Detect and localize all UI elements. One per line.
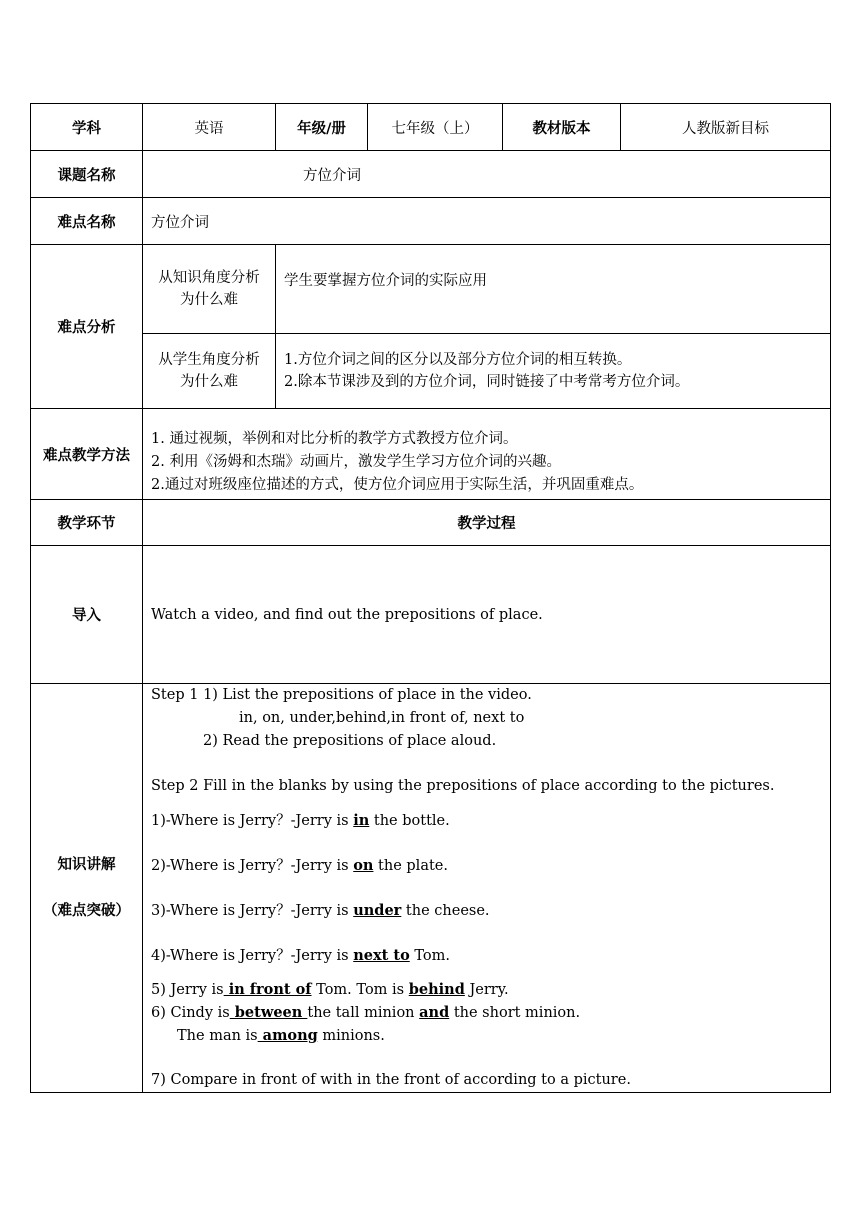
intro-row xyxy=(31,546,831,684)
intro-text: Watch a video, and find out the prepositions of place. xyxy=(143,546,831,684)
question-1-answer: in xyxy=(353,812,370,829)
process-label: 教学过程 xyxy=(143,500,831,546)
knowledge-angle-line-2: 为什么难 xyxy=(180,292,238,308)
question-2-text: 2)-Where is Jerry？-Jerry is xyxy=(151,858,354,874)
question-6-rest: the short minion. xyxy=(449,1005,581,1021)
knowledge-label: 知识讲解 xyxy=(57,857,116,873)
student-angle-line-2-text: 2.除本节课涉及到的方位介词，同时链接了中考常考方位介词。 xyxy=(284,374,690,390)
topic-row xyxy=(31,151,831,198)
question-3-rest: the cheese. xyxy=(401,903,490,919)
question-6-answer-2: and xyxy=(419,1004,450,1021)
student-angle-value xyxy=(276,334,831,409)
student-angle-line-2: 为什么难 xyxy=(180,374,238,390)
analysis-row-student xyxy=(31,334,831,409)
step1-line-1: Step 1 1) List the prepositions of place in the video. xyxy=(151,687,532,703)
question-4-rest: Tom. xyxy=(409,948,450,964)
method-row xyxy=(31,409,831,500)
question-5 xyxy=(151,978,830,1001)
spacer-2 xyxy=(151,1047,830,1069)
question-6 xyxy=(151,1001,830,1024)
knowledge-row xyxy=(31,684,831,1093)
question-4 xyxy=(151,933,830,978)
question-3 xyxy=(151,888,830,933)
knowledge-angle-line-1: 从知识角度分析 xyxy=(158,270,260,286)
knowledge-label-cell xyxy=(31,684,143,1093)
subject-value: 英语 xyxy=(143,104,276,151)
student-angle-label xyxy=(143,334,276,409)
question-6-mid: the tall minion xyxy=(307,1005,420,1021)
analysis-label: 难点分析 xyxy=(31,245,143,409)
knowledge-sublabel: （难点突破） xyxy=(43,903,130,919)
question-1-rest: the bottle. xyxy=(369,813,450,829)
question-5-text: 5) Jerry is xyxy=(151,982,224,998)
student-angle-line-1: 从学生角度分析 xyxy=(158,352,260,368)
method-value xyxy=(143,409,831,500)
question-1-text: 1)-Where is Jerry？-Jerry is xyxy=(151,813,354,829)
question-1 xyxy=(151,798,830,843)
question-5-rest: Jerry. xyxy=(464,982,509,998)
step1-line-2: in, on, under,behind,in front of, next to xyxy=(239,710,525,726)
knowledge-angle-value: 学生要掌握方位介词的实际应用 xyxy=(276,245,831,334)
question-6b xyxy=(151,1024,830,1047)
question-5-answer-1: in front of xyxy=(223,981,312,998)
question-6-text: 6) Cindy is xyxy=(151,1005,230,1021)
difficulty-label: 难点名称 xyxy=(31,198,143,245)
topic-label: 课题名称 xyxy=(31,151,143,198)
method-label: 难点教学方法 xyxy=(31,409,143,500)
intro-label: 导入 xyxy=(31,546,143,684)
grade-label: 年级/册 xyxy=(276,104,368,151)
difficulty-row xyxy=(31,198,831,245)
question-5-answer-2: behind xyxy=(408,981,465,998)
lesson-plan-table xyxy=(30,103,831,1093)
topic-value: 方位介词 xyxy=(303,167,361,184)
question-5-mid: Tom. Tom is xyxy=(311,982,409,998)
method-line-1: 1. 通过视频，举例和对比分析的教学方式教授方位介词。 xyxy=(151,431,518,447)
question-2-rest: the plate. xyxy=(373,858,448,874)
question-2-answer: on xyxy=(353,857,374,874)
topic-value-cell xyxy=(143,151,831,198)
student-angle-line-1-text: 1.方位介词之间的区分以及部分方位介词的相互转换。 xyxy=(284,352,632,368)
stage-label: 教学环节 xyxy=(31,500,143,546)
question-4-text: 4)-Where is Jerry？-Jerry is xyxy=(151,948,354,964)
textbook-value: 人教版新目标 xyxy=(621,104,831,151)
analysis-row-knowledge xyxy=(31,245,831,334)
process-header-row xyxy=(31,500,831,546)
question-6-answer-1: between xyxy=(229,1004,308,1021)
textbook-label: 教材版本 xyxy=(503,104,621,151)
question-3-text: 3)-Where is Jerry？-Jerry is xyxy=(151,903,354,919)
knowledge-content xyxy=(143,684,831,1093)
lesson-plan-sheet xyxy=(30,103,830,1093)
question-6b-rest: minions. xyxy=(317,1028,385,1044)
question-3-answer: under xyxy=(353,902,402,919)
grade-value: 七年级（上） xyxy=(368,104,503,151)
question-4-answer: next to xyxy=(353,947,410,964)
step1-line-3: 2) Read the prepositions of place aloud. xyxy=(203,733,497,749)
question-2 xyxy=(151,843,830,888)
step2-line: Step 2 Fill in the blanks by using the prepositions of place according to the pictures. xyxy=(151,778,775,794)
subject-label: 学科 xyxy=(31,104,143,151)
question-7: 7) Compare in front of with in the front of according to a picture. xyxy=(151,1072,631,1088)
question-6b-text: The man is xyxy=(177,1028,258,1044)
header-row xyxy=(31,104,831,151)
method-line-2: 2. 利用《汤姆和杰瑞》动画片，激发学生学习方位介词的兴趣。 xyxy=(151,454,561,470)
question-6b-answer: among xyxy=(257,1027,318,1044)
method-line-3: 2.通过对班级座位描述的方式，使方位介词应用于实际生活，并巩固重难点。 xyxy=(151,477,644,493)
difficulty-value: 方位介词 xyxy=(143,198,831,245)
knowledge-angle-label xyxy=(143,245,276,334)
spacer xyxy=(151,753,830,775)
